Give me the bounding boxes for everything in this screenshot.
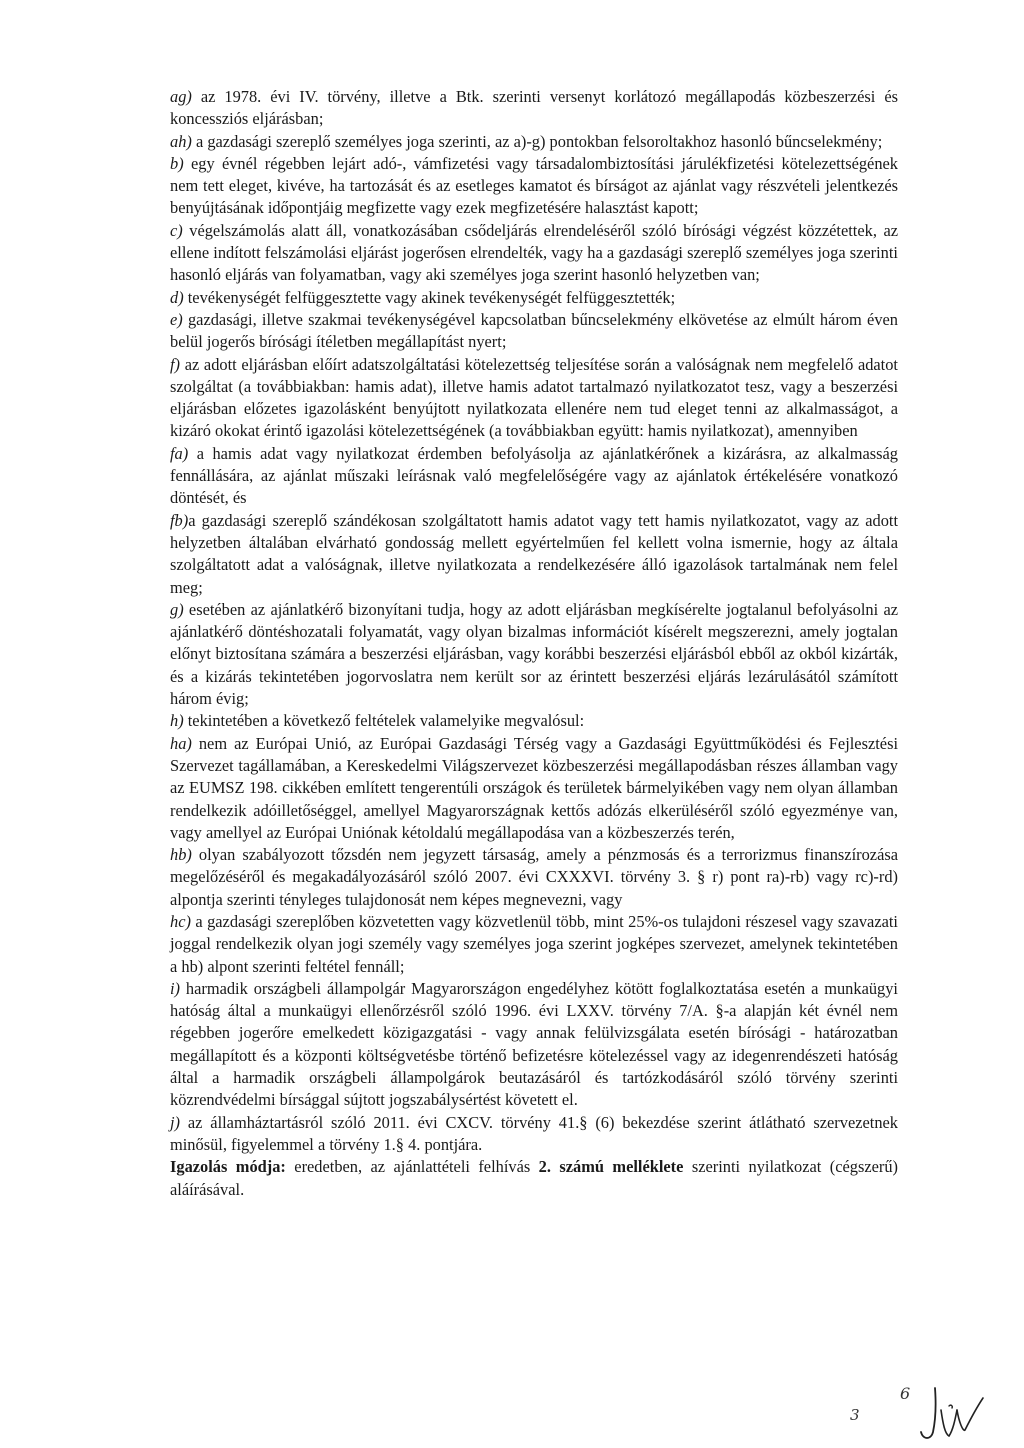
paragraph-fa: [170, 443, 898, 510]
item-text: esetében az ajánlatkérő bizonyítani tudja, hogy az adott eljárásban megkísérelte jogtalanul befolyásolni az ajánlatkérő döntéshozatali folyamatát, vagy olyan bizalmas információt kísérelt megszerezni, amely jogtalan előnyt biztosítana számára a beszerzési eljárásban, vagy korábbi beszerzési eljárásból ebből az okból kizárták, és a kizárás tekintetében jogorvoslatra nem került sor az érintett beszerzési eljárás lezárulásától számított három évig;: [170, 599, 898, 709]
item-text: a gazdasági szereplő személyes joga szerinti, az a)-g) pontokban felsoroltakhoz hasonló bűncselekmény;: [191, 131, 883, 151]
paragraph-ah: [170, 131, 898, 153]
item-text: egy évnél régebben lejárt adó-, vámfizetési vagy társadalombiztosítási járulékfizetési kötelezettségének nem tett eleget, kivéve, ha tartozását és az esetleges kamatot és bírságot az ajánlat vagy részvételi jelentkezés benyújtásának időpontjáig megfizette vagy ezek megfizetésére halasztást kapott;: [170, 153, 898, 218]
paragraph-hc: [170, 911, 898, 978]
document-body: [170, 86, 898, 1201]
paragraph-hb: [170, 844, 898, 911]
paragraph-i: [170, 978, 898, 1112]
paragraph-e: [170, 309, 898, 354]
paragraph-ag: [170, 86, 898, 131]
item-text: nem az Európai Unió, az Európai Gazdasági Térség vagy a Gazdasági Együttműködési és Fejlesztési Szervezet tagállamában, a Kereskedelmi Világszervezet közbeszerzési megállapodásban részes államban vagy az EUMSZ 198. cikkében említett tengerentúli országok és területek bármelyikében vagy nem olyan államban rendelkezik adóilletőséggel, amellyel Magyarországnak kettős adózás elkerüléséről szóló egyezménye van, vagy amellyel az Európai Uniónak kétoldalú megállapodása van a közbeszerzés terén,: [170, 733, 898, 842]
paragraph-ha: [170, 733, 898, 844]
handwritten-page-number: 6: [900, 1384, 911, 1403]
item-label: ah): [170, 131, 192, 151]
item-label: f): [170, 354, 181, 374]
verification-text-1: eredetben, az ajánlattételi felhívás: [285, 1157, 539, 1177]
item-label: j): [170, 1112, 181, 1132]
handwritten-mark: 3: [850, 1406, 860, 1424]
paragraph-g: [170, 599, 898, 710]
paragraph-f: [170, 354, 898, 443]
item-text: tekintetében a következő feltételek valamelyike megvalósul:: [183, 711, 585, 731]
verification-text-2: szerinti nyilatkozat (cégszerű) aláírásával.: [170, 1157, 898, 1199]
paragraph-fb: [170, 510, 898, 599]
paragraph-d: [170, 287, 898, 309]
item-text: tevékenységét felfüggesztette vagy akinek tevékenységét felfüggesztették;: [183, 287, 676, 307]
item-label: h): [170, 711, 184, 731]
item-label: e): [170, 309, 183, 329]
item-text: az 1978. évi IV. törvény, illetve a Btk. szerinti versenyt korlátozó megállapodás közbeszerzési és koncessziós eljárásban;: [170, 87, 898, 129]
paragraph-b: [170, 153, 898, 220]
item-label: c): [170, 220, 183, 240]
item-label: fb): [170, 510, 189, 530]
handwritten-initials-signature: [905, 1380, 1015, 1445]
paragraph-h: [170, 710, 898, 732]
item-text: olyan szabályozott tőzsdén nem jegyzett társaság, amely a pénzmosás és a terrorizmus finanszírozása megelőzéséről és megakadályozásáról szóló 2007. évi CXXXVI. törvény 3. § r) pont ra)-rb) vagy rc)-rd) alpontja szerinti tényleges tulajdonosát nem képes megnevezni, vagy: [170, 845, 898, 909]
item-label: hb): [170, 845, 192, 865]
item-label: g): [170, 599, 184, 619]
verification-label: Igazolás módja:: [170, 1157, 286, 1177]
item-text: a gazdasági szereplő szándékosan szolgáltatott hamis adatot vagy tett hamis nyilatkozatot, vagy az adott helyzetben általában elvárható gondosság mellett egyértelműen fel kellett volna ismernie, hogy az általa szolgáltatott adat a valóságnak, illetve nyilatkozata a rendelkezésére álló igazolások tartalmának nem felel meg;: [170, 510, 898, 597]
item-label: i): [170, 978, 181, 998]
item-text: az államháztartásról szóló 2011. évi CXCV. törvény 41.§ (6) bekezdése szerint átlátható szervezetnek minősül, figyelemmel a törvény 1.§ 4. pontjára.: [170, 1112, 898, 1154]
item-label: ha): [170, 733, 192, 753]
item-label: hc): [170, 911, 191, 931]
item-text: az adott eljárásban előírt adatszolgáltatási kötelezettség teljesítése során a valóságnak nem megfelelő adatot szolgáltat (a továbbiakban: hamis adat), illetve hamis adatot tartalmazó nyilatkozatot tesz, vagy a beszerzési eljárásban előzetes igazolásként benyújtott nyilatkozata ellenére nem tud eleget tenni az alkalmasságot, a kizáró okokat érintő igazolási kötelezettségének (a továbbiakban együtt: hamis nyilatkozat), amennyiben: [170, 354, 898, 441]
item-text: végelszámolás alatt áll, vonatkozásában csődeljárás elrendeléséről szóló bírósági végzést közzétettek, az ellene indított felszámolási eljárást jogerősen elrendelték, vagy ha a gazdasági szereplő személyes joga szerinti hasonló eljárás van folyamatban, vagy aki személyes joga szerint hasonló helyzetben van;: [170, 220, 898, 285]
item-text: a gazdasági szereplőben közvetetten vagy közvetlenül több, mint 25%-os tulajdoni részesel vagy szavazati joggal rendelkezik olyan jogi személy vagy személyes joga szerint jogképes szervezet, amelynek tekintetében a hb) alpont szerinti feltétel fennáll;: [170, 911, 898, 976]
paragraph-j: [170, 1112, 898, 1157]
item-label: d): [170, 287, 184, 307]
item-text: harmadik országbeli állampolgár Magyarországon engedélyhez kötött foglalkoztatása esetén a munkaügyi hatóság által a munkaügyi ellenőrzésről szóló 1996. évi LXXV. törvény 7/A. §-a alapján két évnél nem régebben jogerőre emelkedett közigazgatási - vagy annak felülvizsgálata esetén bírósági - határozatban megállapított és a központi költségvetésbe történő befizetésre kötelezéssel vagy az idegenrendészeti hatóság által a harmadik országbeli állampolgárok beutazásáról és tartózkodásáról szóló törvény szerinti közrendvédelmi bírsággal sújtott jogszabálysértést követett el.: [170, 978, 898, 1110]
paragraph-c: [170, 220, 898, 287]
annex-reference: 2. számú melléklete: [538, 1157, 684, 1177]
item-text: a hamis adat vagy nyilatkozat érdemben befolyásolja az ajánlatkérőnek a kizárásra, az alkalmasság fennállására, az ajánlat műszaki leírásnak való megfelelőségére vagy az ajánlatok értékelésére vonatkozó döntését, és: [170, 443, 898, 508]
item-label: ag): [170, 87, 192, 106]
item-label: b): [170, 153, 184, 173]
item-text: gazdasági, illetve szakmai tevékenységével kapcsolatban bűncselekmény elkövetése az elmúlt három éven belül jogerős bírósági ítéletben megállapítást nyert;: [170, 309, 898, 352]
verification-method: [170, 1156, 898, 1201]
item-label: fa): [170, 443, 189, 463]
